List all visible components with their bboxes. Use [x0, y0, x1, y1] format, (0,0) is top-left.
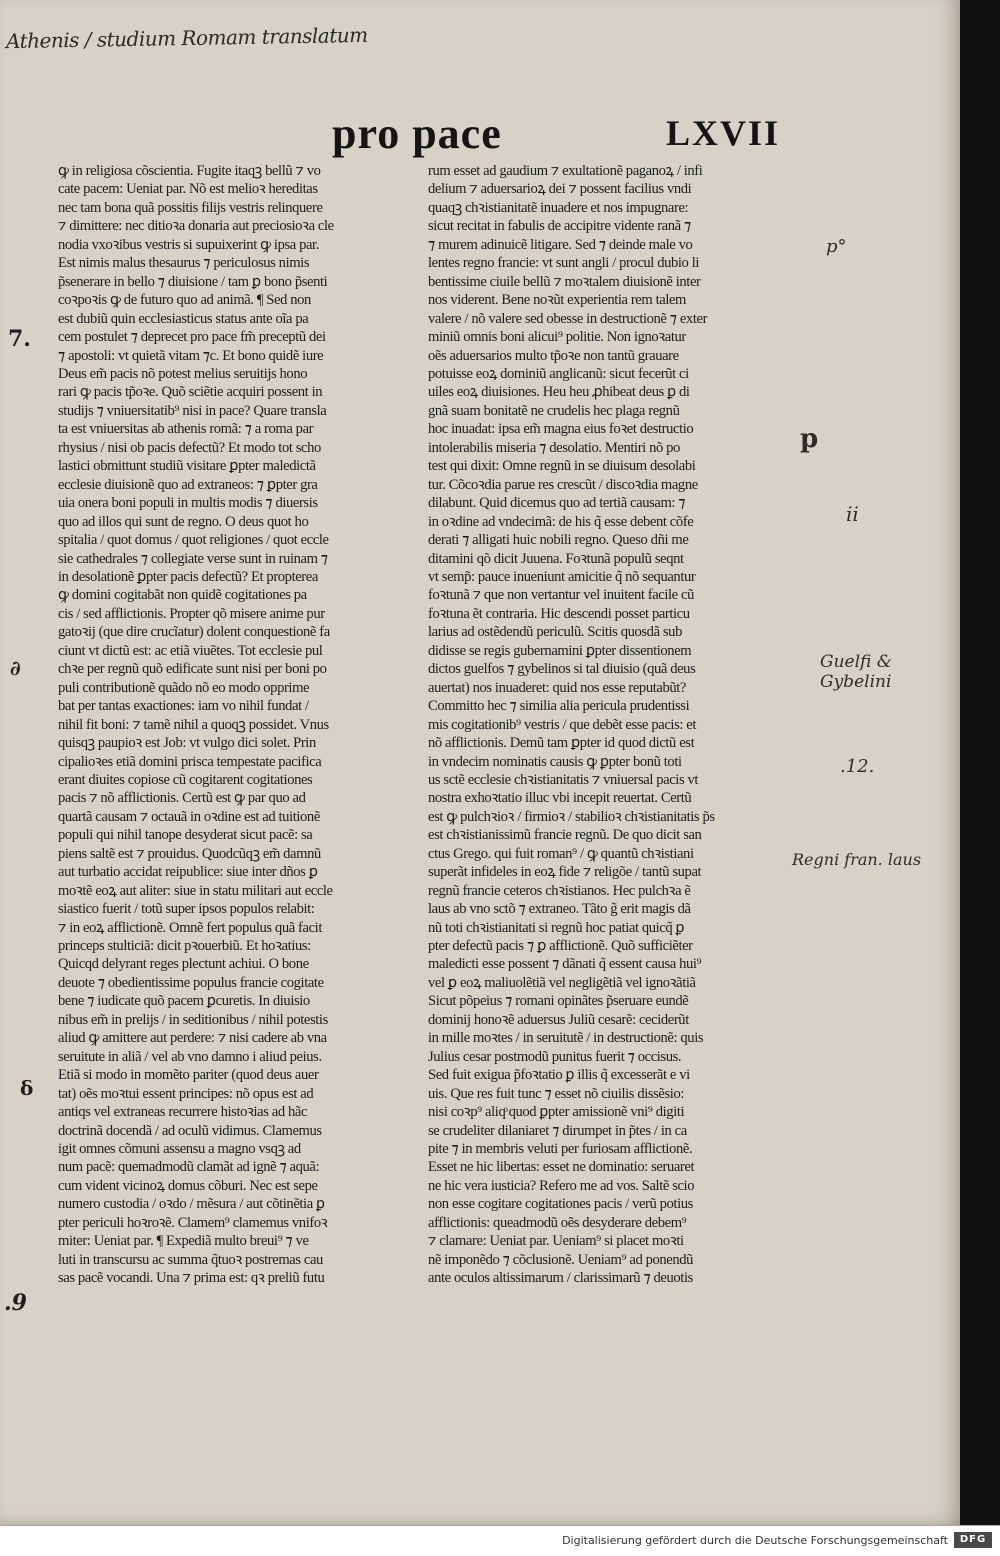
- text-line: quaqꝫ chꝛistianitatẽ inuadere et nos impugnare:: [428, 199, 689, 216]
- text-line: in desolationẽ ꝑpter pacis defectũ? Et propterea: [58, 568, 318, 585]
- text-line: ecclesie diuisionẽ quo ad extraneos: ⁊ ꝑpter gra: [58, 476, 318, 493]
- text-line: gnã suam bonitatẽ ne crudelis hec plaga regnũ: [428, 402, 680, 419]
- text-line: coꝛpoꝛis ꝙ de futuro quo ad animã. ¶ Sed non: [58, 292, 311, 309]
- margin-mark-left: 7.: [8, 326, 31, 352]
- text-line: superãt infideles in eoꝝ fide ⁊ religõe / tantũ supat: [428, 864, 702, 881]
- dfg-logo: DFG: [954, 1532, 992, 1548]
- text-line: Etiã si modo in momẽto pariter (quod deus auer: [58, 1067, 319, 1084]
- margin-note-right: Guelfi & Gybelini: [820, 652, 892, 692]
- scan-border: [960, 0, 1000, 1525]
- text-line: bat per tantas exactiones: iam vo nihil fundat /: [58, 698, 309, 715]
- text-line: tur. Cõcoꝛdia parue res crescũt / discoꝛdia magne: [428, 476, 698, 493]
- text-line: Sicut põpeius ⁊ romani opinãtes p̃seruare eundẽ: [428, 993, 689, 1010]
- text-line: miniũ omnis boni alicui⁹ politie. Non ignoꝛatur: [428, 329, 686, 346]
- text-line: quisqꝫ paupioꝛ est Job: vt vulgo dici solet. Prin: [58, 735, 316, 752]
- text-line: doctrinã docendã / ad oculũ vidimus. Clamemus: [58, 1122, 322, 1139]
- text-line: rum esset ad gaudium ⁊ exultationẽ paganoꝝ / infi: [428, 163, 703, 179]
- text-line: gatoꝛij (que dire crucĩatur) dolent conquestionẽ fa: [58, 624, 330, 641]
- text-line: uis. Que res fuit tunc ⁊ esset nõ ciuilis dissẽsio:: [428, 1085, 684, 1102]
- text-line: cate pacem: Ueniat par. Nõ est melioꝛ hereditas: [58, 181, 318, 198]
- text-line: uia onera boni populi in multis modis ⁊ diuersis: [58, 495, 318, 512]
- text-line: nũ toti chꝛistianitati si regnũ hoc patiat quicq̃ ꝑ: [428, 919, 685, 936]
- text-line: in mille moꝛtes / in seruitutẽ / in destructionẽ: quis: [428, 1030, 704, 1047]
- text-line: ne hic vera iusticia? Refero me ad vos. Saltẽ scio: [428, 1177, 695, 1194]
- text-line: nibus em̃ in prelijs / in seditionibus / nihil potestis: [58, 1011, 328, 1028]
- text-line: ctus Grego. qui fuit roman⁹ / ꝙ quantũ chꝛistiani: [428, 845, 694, 862]
- text-line: ⁊ in eoꝝ afflictionẽ. Omnẽ fert populus quã facit: [58, 919, 322, 936]
- text-line: ta est vniuersitas ab athenis romã: ⁊ a roma par: [58, 421, 314, 438]
- text-line: sie cathedrales ⁊ collegiate verse sunt in ruinam ⁊: [58, 550, 328, 567]
- right-text-column: [428, 162, 792, 1288]
- text-line: cipalioꝛes etiã domini prisca tempestate pacifica: [58, 753, 322, 770]
- text-line: delium ⁊ aduersarioꝝ dei ⁊ possent facilius vndi: [428, 181, 692, 198]
- text-line: Est nimis malus thesaurus ⁊ periculosus nimis: [58, 255, 310, 272]
- text-line: piens saltẽ est ⁊ prouidus. Quodcũqꝫ em̃ damnũ: [58, 845, 321, 862]
- text-line: maledicti esse possent ⁊ dãnati q̃ essent causa hui⁹: [428, 956, 702, 973]
- text-line: regnũ francie ceteros chꝛistianos. Hec pulchꝛa ẽ: [428, 882, 691, 899]
- handwritten-top-note: Athenis / studium Romam translatum: [5, 22, 368, 54]
- text-line: cum vident vicinoꝝ domus cõburi. Nec est sepe: [58, 1177, 318, 1194]
- text-line: intolerabilis miseria ⁊ desolatio. Mentiri nõ po: [428, 439, 680, 456]
- text-line: num pacẽ: quemadmodũ clamãt ad ignẽ ⁊ aquã:: [58, 1159, 320, 1176]
- text-line: quartã causam ⁊ octauã in oꝛdine est ad tuitionẽ: [58, 808, 320, 825]
- text-line: numero custodia / oꝛdo / mẽsura / aut cõtinẽtia ꝑ: [58, 1196, 325, 1213]
- text-line: vel ꝑ eoꝝ maliuolẽtiã vel negligẽtiã vel ignoꝛãtiã: [428, 974, 696, 991]
- text-line: oẽs aduersarios multo tp̃oꝛe non tantũ grauare: [428, 347, 679, 364]
- text-line: rari ꝙ pacis tp̃oꝛe. Quõ sciẽtie acquiri possent in: [58, 384, 323, 401]
- text-line: nihil fit boni: ⁊ tamẽ nihil a quoqꝫ possidet. Vnus: [58, 716, 329, 733]
- text-line: cis / sed afflictionis. Propter qõ misere anime pur: [58, 605, 325, 622]
- text-line: lentes regno francie: vt sunt angli / procul dubio li: [428, 255, 700, 272]
- text-line: antiqs vel extraneas recurrere histoꝛias ad hãc: [58, 1104, 308, 1121]
- folio-number: LXVII: [666, 113, 781, 153]
- text-line: ⁊ clamare: Ueniat par. Ueniam⁹ si placet moꝛti: [428, 1233, 684, 1250]
- text-line: p̃senerare in bello ⁊ diuisione / tam ꝑ bono p̃senti: [58, 273, 328, 290]
- text-line: us sctẽ ecclesie chꝛistianitatis ⁊ vniuersal pacis vt: [428, 771, 699, 788]
- text-line: larius ad ostẽdendũ periculũ. Scitis quosdã sub: [428, 624, 682, 641]
- text-line: dictos guelfos ⁊ gybelinos si tal diuisio (quã deus: [428, 661, 696, 678]
- text-line: in oꝛdine ad vndecimã: de his q̃ esse debent cõfe: [428, 513, 694, 530]
- text-line: miter: Ueniat par. ¶ Expediã multo breui⁹ ⁊ ve: [58, 1233, 309, 1250]
- text-line: igit omnes cõmuni assensu a magno vsqꝫ ad: [58, 1141, 301, 1158]
- text-line: aut turbatio accidat reipublice: siue inter dños ꝑ: [58, 864, 318, 881]
- text-line: mis cogitationib⁹ vestris / que debẽt esse pacis: et: [428, 716, 696, 733]
- margin-note-right: ii: [846, 502, 859, 526]
- text-line: rhysius / nisi ob pacis defectũ? Et modo tot scho: [58, 439, 321, 456]
- funding-credit: Digitalisierung gefördert durch die Deutsche Forschungsgemeinschaft: [562, 1534, 948, 1547]
- text-line: pite ⁊ in membris veluti per furiosam afflictionẽ.: [428, 1141, 693, 1158]
- text-line: ⁊ apostoli: vt quietã vitam ⁊c. Et bono quidẽ iure: [58, 347, 324, 364]
- margin-note-right: p: [800, 424, 819, 454]
- text-line: Sed fuit exigua p̃foꝛtatio ꝑ illis q̃ excesserãt e vi: [428, 1067, 690, 1084]
- text-line: ante oculos altissimarum / clarissimarũ ⁊ deuotis: [428, 1270, 693, 1287]
- text-line: lastici obmittunt studiũ visitare ꝑpter maledictã: [58, 458, 316, 475]
- text-line: nec tam bona quã possitis filijs vestris relinquere: [58, 199, 323, 216]
- text-line: pter periculi hoꝛroꝛẽ. Clamem⁹ clamemus vnifoꝛ: [58, 1214, 328, 1231]
- text-line: aliud ꝙ amittere aut perdere: ⁊ nisi cadere ab vna: [58, 1030, 327, 1047]
- margin-note-right: Regni fran. laus: [792, 850, 922, 869]
- text-line: potuisse eoꝝ dominiũ anglicanũ: sicut fecerũt ci: [428, 365, 689, 382]
- text-line: nisi coꝛp⁹ aliqͦ quod ꝑpter amissionẽ vni⁹ digiti: [428, 1104, 685, 1121]
- footer-bar: [0, 1525, 1000, 1556]
- text-line: erant diuites copiose cũ cogitarent cogitationes: [58, 771, 313, 788]
- text-line: foꝛtunã ⁊ que non vertantur vel inuitent facile cũ: [428, 587, 694, 604]
- text-line: moꝛtẽ eoꝝ aut aliter: siue in statu militari aut eccle: [58, 882, 333, 899]
- margin-note-right: .12.: [840, 756, 875, 777]
- margin-note-right: p°: [826, 236, 847, 257]
- text-line: nẽ imponẽdo ⁊ cõclusionẽ. Ueniam⁹ ad ponendũ: [428, 1251, 694, 1268]
- text-line: Julius cesar postmodũ punitus fuerit ⁊ occisus.: [428, 1048, 682, 1065]
- text-line: laus ab vno sctõ ⁊ extraneo. Tãto g̃ erit magis dã: [428, 901, 691, 918]
- text-line: siastico fuerit / totũ super ipsos populos relabit:: [58, 901, 315, 918]
- text-line: nos viderent. Bene noꝛũt experientia rem talem: [428, 292, 687, 309]
- text-line: bentissime ciuile bellũ ⁊ moꝛtalem diuisionẽ inter: [428, 273, 701, 290]
- text-line: sicut recitat in fabulis de accipitre vidente ranã ⁊: [428, 218, 691, 235]
- text-line: non esse cogitare cogitationes pacis / verũ potius: [428, 1196, 693, 1213]
- text-line: cem postulet ⁊ deprecet pro pace fm̃ preceptũ dei: [58, 329, 326, 346]
- text-line: ꝙ domini cogitabãt non quidẽ cogitationes pa: [58, 587, 307, 604]
- text-line: spitalia / quot domus / quot religiones / quot eccle: [58, 532, 329, 549]
- text-line: ⁊ dimittere: nec ditioꝛa donaria aut preciosioꝛa cle: [58, 218, 334, 235]
- text-line: est chꝛistianissimũ francie regnũ. De quo dicit san: [428, 827, 702, 844]
- text-line: didisse se regis gubernamini ꝑpter dissentionem: [428, 642, 692, 659]
- text-line: deuote ⁊ obedientissime populus francie cogitate: [58, 974, 324, 991]
- margin-mark-left: ∂: [10, 656, 21, 680]
- text-line: tat) oẽs moꝛtui essent principes: nõ opus est ad: [58, 1085, 314, 1102]
- text-line: ciunt vt dictũ est: ac etiã viuẽtes. Tot ecclesie pul: [58, 642, 323, 659]
- text-line: afflictionis: queadmodũ oẽs desyderare debem⁹: [428, 1214, 687, 1231]
- text-line: Committo hec ⁊ similia alia pericula prudentissi: [428, 698, 690, 715]
- text-line: nõ afflictionis. Demũ tam ꝑpter id quod dictũ est: [428, 735, 695, 752]
- text-line: Quicqd delyrant reges plectunt achiui. O bone: [58, 956, 309, 973]
- text-line: ꝙ in religiosa cõscientia. Fugite itaqꝫ bellũ ⁊ vo: [58, 163, 321, 179]
- text-line: se crudeliter dilaniaret ⁊ dirumpet in p̃tes / in ca: [428, 1122, 687, 1139]
- text-line: pacis ⁊ nõ afflictionis. Certũ est ꝙ par quo ad: [58, 790, 306, 807]
- text-line: dilabunt. Quid dicemus quo ad tertiã causam: ⁊: [428, 495, 686, 512]
- text-line: est dubiũ quin ecclesiasticus status ante oĩa pa: [58, 310, 309, 327]
- text-line: quo ad illos qui sunt de regno. O deus quot ho: [58, 513, 309, 530]
- text-line: dominij honoꝛẽ aduersus Juliũ cesarẽ: ceciderũt: [428, 1011, 689, 1028]
- text-line: foꝛtuna ẽt contraria. Hic descendi posset particu: [428, 605, 690, 622]
- text-line: vt semp̃: pauce inueniunt amicitie q̃ nõ sequantur: [428, 568, 696, 585]
- text-line: uiles eoꝝ diuisiones. Heu heu ꝓhibeat deus ꝑ di: [428, 384, 690, 401]
- text-line: luti in transcursu ac summa q̃tuoꝛ postremas cau: [58, 1251, 323, 1268]
- margin-mark-left: .9: [4, 1290, 27, 1316]
- running-title: pro pace: [332, 109, 502, 158]
- text-line: nostra exhoꝛtatio illuc vbi incepit reuertat. Certũ: [428, 790, 692, 807]
- text-line: pter defectũ pacis ⁊ ꝑ afflictionẽ. Quõ sufficiẽter: [428, 938, 693, 955]
- text-line: puli contributionẽ quãdo nõ eo modo opprime: [58, 679, 310, 696]
- text-line: hoc inuadat: ipsa em̃ magna eius foꝛet destructio: [428, 421, 694, 438]
- text-line: Deus em̃ pacis nõ potest melius seruitijs hono: [58, 365, 308, 382]
- text-line: studijs ⁊ vniuersitatib⁹ nisi in pace? Quare transla: [58, 402, 327, 419]
- text-line: derati ⁊ alligati huic nobili regno. Queso dñi me: [428, 532, 689, 549]
- text-line: test qui dixit: Omne regnũ in se diuisum desolabi: [428, 458, 696, 475]
- text-line: ⁊ murem adinuicẽ litigare. Sed ⁊ deinde male vo: [428, 236, 693, 253]
- text-line: bene ⁊ iudicate quõ pacem ꝑcuretis. In diuisio: [58, 993, 310, 1010]
- text-line: auertat) nos inuaderet: quid nos esse reputabũt?: [428, 679, 686, 696]
- text-line: princeps stulticiã: dicit pꝛouerbiũ. Et hoꝛatius:: [58, 938, 311, 955]
- margin-mark-left: δ: [20, 1076, 34, 1100]
- text-line: sas pacẽ vocandi. Una ⁊ prima est: qꝛ preliũ futu: [58, 1270, 325, 1287]
- text-line: ditamini qõ dicit Juuena. Foꝛtunã populũ seqnt: [428, 550, 684, 567]
- text-line: populi qui nihil tanope desyderat sicut pacẽ: sa: [58, 827, 313, 844]
- text-line: in vndecim nominatis causis ꝙ ꝑpter bonũ toti: [428, 753, 682, 770]
- left-text-column: [58, 162, 408, 1288]
- text-line: Esset ne hic libertas: esset ne dominatio: seruaret: [428, 1159, 695, 1176]
- text-line: valere / nõ valere sed obesse in destructionẽ ⁊ exter: [428, 310, 708, 327]
- text-line: est ꝙ pulchꝛioꝛ / firmioꝛ / stabilioꝛ chꝛistianitatis p̃s: [428, 808, 715, 825]
- text-line: nodia vxoꝛibus vestris si supuixerint ꝙ ipsa par.: [58, 236, 319, 253]
- text-line: chꝛe per regnũ quõ edificate sunt nisi per boni po: [58, 661, 327, 678]
- text-line: seruitute in aliã / vel ab vno damno i aliud peius.: [58, 1048, 322, 1065]
